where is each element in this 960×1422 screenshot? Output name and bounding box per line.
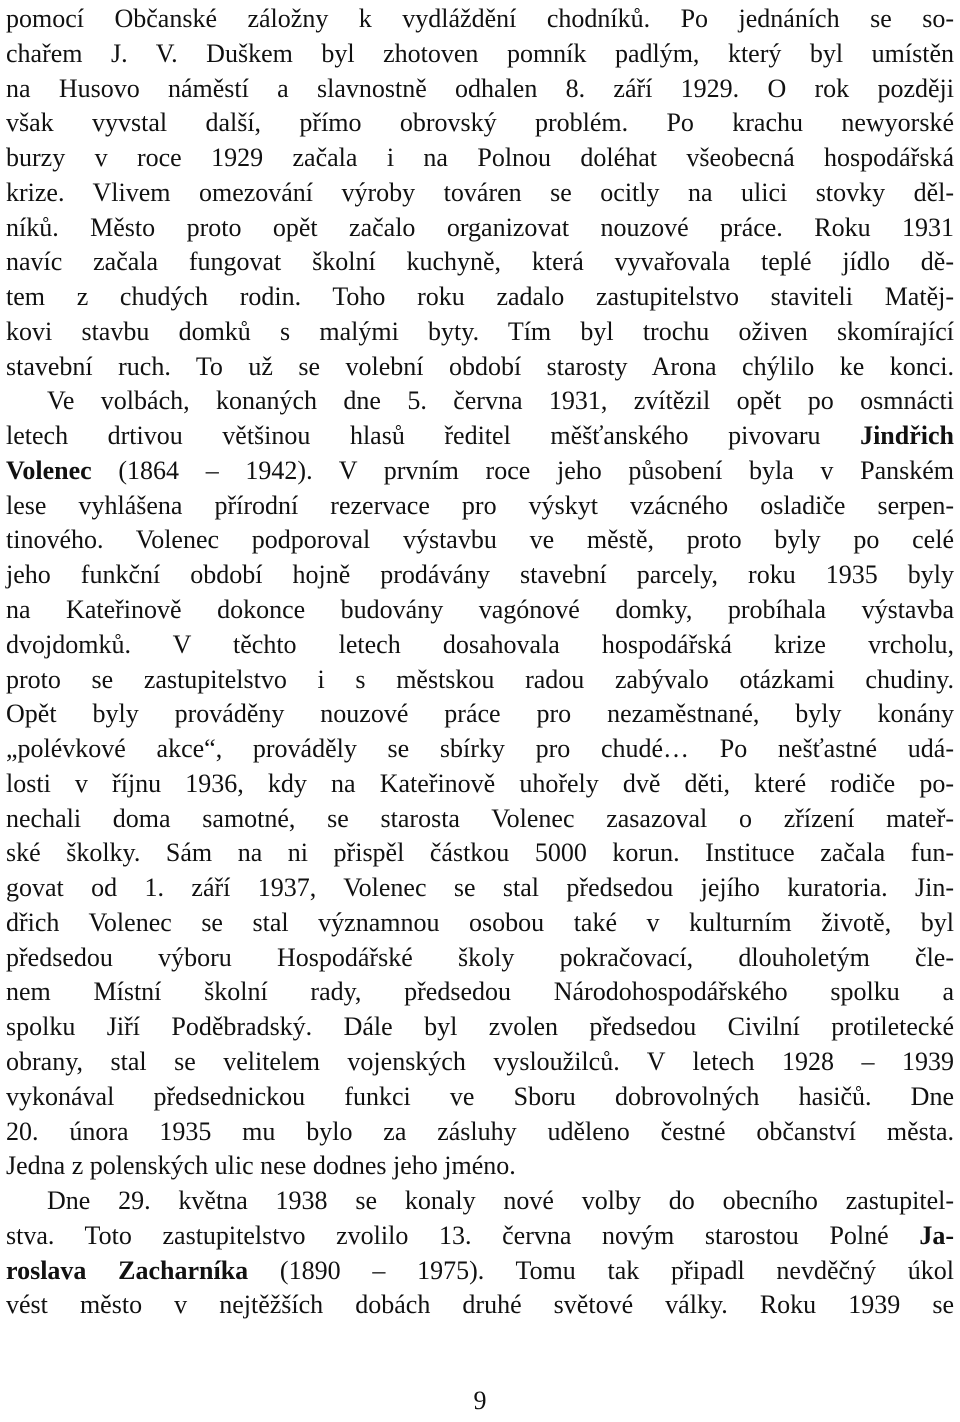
text-line [6, 1149, 954, 1184]
text-run: tinového. Volenec podporoval výstavbu ve městě, proto byly po celé [6, 525, 954, 555]
text-line [6, 871, 954, 906]
text-run: losti v říjnu 1936, kdy na Kateřinově uhořely dvě děti, které rodiče po- [6, 768, 954, 798]
text-run: kovi stavbu domků s malými byty. Tím byl trochu oživen skomírající [6, 316, 954, 346]
text-run: nem Místní školní rady, předsedou Národohospodářského spolku a [6, 977, 954, 1007]
text-run: vykonával předsednickou funkci ve Sboru dobrovolných hasičů. Dne [6, 1081, 954, 1111]
text-run: vést město v nejtěžších dobách druhé světové války. Roku 1939 se [6, 1290, 954, 1320]
text-run: stva. Toto zastupitelstvo zvolilo 13. června novým starostou Polné [6, 1220, 920, 1250]
text-run: (1890 – 1975). Tomu tak připadl nevděčný úkol [248, 1255, 955, 1285]
text-line [6, 384, 954, 419]
text-line [6, 1080, 954, 1115]
bold-name: roslava Zacharníka [6, 1255, 249, 1285]
text-run: Jedna z polenských ulic nese dodnes jeho jméno. [6, 1151, 516, 1181]
text-line [6, 141, 954, 176]
text-run: spolku Jiří Poděbradský. Dále byl zvolen předsedou Civilní protiletecké [6, 1012, 954, 1042]
text-line [6, 1288, 954, 1323]
text-line [6, 245, 954, 280]
text-line [6, 663, 954, 698]
text-run: krize. Vlivem omezování výroby továren se ocitly na ulici stovky děl- [6, 177, 954, 207]
text-run: chařem J. V. Duškem byl zhotoven pomník padlým, který byl umístěn [6, 38, 954, 68]
text-run: dvojdomků. V těchto letech dosahovala hospodářská krize vrcholu, [6, 629, 954, 659]
text-run: na Husovo náměstí a slavnostně odhalen 8. září 1929. O rok později [6, 73, 954, 103]
text-run: govat od 1. září 1937, Volenec se stal předsedou jejího kuratoria. Jin- [6, 873, 954, 903]
text-run: na Kateřinově dokonce budovány vagónové domky, probíhala výstavba [6, 595, 954, 625]
text-line [6, 697, 954, 732]
text-line [6, 836, 954, 871]
text-run: dřich Volenec se stal významnou osobou také v kulturním životě, byl [6, 907, 954, 937]
text-run: burzy v roce 1929 začala i na Polnou doléhat všeobecná hospodářská [6, 143, 954, 173]
text-run: ské školky. Sám na ni přispěl částkou 5000 korun. Instituce začala fun- [6, 838, 954, 868]
text-line [6, 37, 954, 72]
text-line [6, 1045, 954, 1080]
text-run: pomocí Občanské záložny k vydláždění chodníků. Po jednáních se so- [6, 4, 954, 33]
text-line [6, 1115, 954, 1150]
bold-name: Volenec [6, 455, 92, 485]
text-run: navíc začala fungovat školní kuchyně, která vyvařovala teplé jídlo dě- [6, 247, 954, 277]
text-run: Opět byly prováděny nouzové práce pro nezaměstnané, byly konány [6, 699, 954, 729]
text-run: (1864 – 1942). V prvním roce jeho působení byla v Panském [91, 455, 954, 485]
text-line [6, 802, 954, 837]
text-run: proto se zastupitelstvo i s městskou radou zabývalo otázkami chudiny. [6, 664, 954, 694]
text-run: 20. února 1935 mu bylo za zásluhy uděleno čestné občanství města. [6, 1116, 954, 1146]
text-line [6, 419, 954, 454]
text-run: letech drtivou většinou hlasů ředitel měšťanského pivovaru [6, 421, 861, 451]
text-run: však vyvstal další, přímo obrovský problém. Po krachu newyorské [6, 108, 954, 138]
text-run: Dne 29. května 1938 se konaly nové volby do obecního zastupitel- [47, 1186, 954, 1216]
text-line [6, 211, 954, 246]
text-run: lese vyhlášena přírodní rezervace pro výskyt vzácného osladiče serpen- [6, 490, 954, 520]
text-line [6, 767, 954, 802]
text-line [6, 72, 954, 107]
text-run: stavební ruch. To už se volební období starosty Arona chýlilo ke konci. [6, 351, 954, 381]
text-line [6, 350, 954, 385]
text-line [6, 523, 954, 558]
text-run: níků. Město proto opět začalo organizovat nouzové práce. Roku 1931 [6, 212, 954, 242]
document-page [6, 0, 954, 1422]
text-line [6, 176, 954, 211]
text-line [6, 315, 954, 350]
text-line [6, 628, 954, 663]
text-line [6, 906, 954, 941]
text-line [6, 280, 954, 315]
bold-name: Jindřich [860, 421, 954, 451]
text-run: „polévkové akce“, prováděly se sbírky pro chudé… Po nešťastné udá- [6, 734, 954, 764]
text-line [6, 1010, 954, 1045]
text-line [6, 941, 954, 976]
text-run: předsedou výboru Hospodářské školy pokračovací, dlouholetým čle- [6, 942, 954, 972]
text-run: nechali doma samotné, se starosta Volenec zasazoval o zřízení mateř- [6, 803, 954, 833]
text-line [6, 454, 954, 489]
page-number: 9 [473, 1386, 487, 1415]
text-line [6, 1184, 954, 1219]
body-text [6, 2, 954, 1323]
text-line [6, 489, 954, 524]
text-line [6, 732, 954, 767]
text-run: jeho funkční období hojně prodávány stavební parcely, roku 1935 byly [6, 560, 954, 590]
text-run: obrany, stal se velitelem vojenských vysloužilců. V letech 1928 – 1939 [6, 1046, 954, 1076]
text-run: Ve volbách, konaných dne 5. června 1931, zvítězil opět po osmnácti [47, 386, 954, 416]
text-line [6, 1254, 954, 1289]
bold-name: Ja- [919, 1220, 954, 1250]
text-line [6, 106, 954, 141]
text-line [6, 558, 954, 593]
text-line [6, 975, 954, 1010]
text-line [6, 1219, 954, 1254]
text-line [6, 2, 954, 37]
text-line [6, 593, 954, 628]
text-run: tem z chudých rodin. Toho roku zadalo zastupitelstvo staviteli Matěj- [6, 282, 954, 312]
